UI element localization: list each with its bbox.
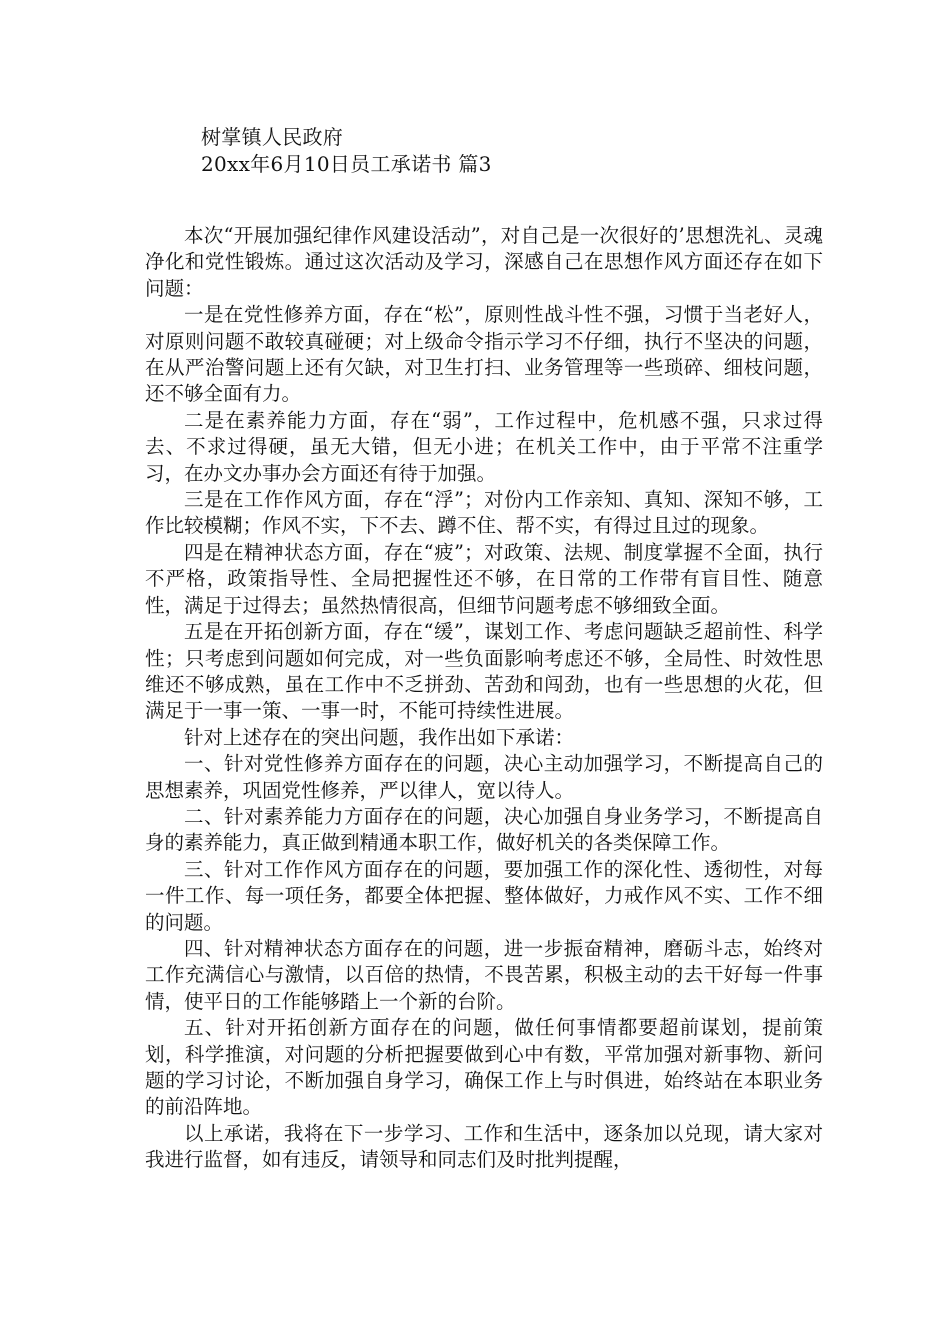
paragraph-issue-5: 五是在开拓创新方面，存在“缓”，谋划工作、考虑问题缺乏超前性、科学性；只考虑到问题如何完成，对一些负面影响考虑还不够，全局性、时效性思维还不够成熟，虽在工作中不乏拼劲、苦劲和闯劲，也有一些思想的火花，但满足于一事一策、一事一时，不能可持续性进展。 bbox=[145, 620, 823, 723]
organization-name: 树掌镇人民政府 bbox=[201, 125, 344, 149]
paragraph-issue-3: 三是在工作作风方面，存在“浮”；对份内工作亲知、真知、深知不够，工作比较模糊；作风不实，下不去、蹲不住、帮不实，有得过且过的现象。 bbox=[145, 488, 823, 538]
paragraph-commitment-4: 四、针对精神状态方面存在的问题，进一步振奋精神，磨砺斗志，始终对工作充满信心与激情，以百倍的热情，不畏苦累，积极主动的去干好每一件事情，使平日的工作能够踏上一个新的台阶。 bbox=[145, 936, 823, 1013]
paragraph-intro: 本次“开展加强纪律作风建设活动”，对自己是一次很好的’思想洗礼、灵魂净化和党性锻炼。通过这次活动及学习，深感自己在思想作风方面还存在如下问题： bbox=[145, 224, 823, 300]
paragraph-commitment-1: 一、针对党性修养方面存在的问题，决心主动加强学习，不断提高自己的思想素养，巩固党性修养，严以律人，宽以待人。 bbox=[145, 752, 823, 802]
paragraph-issue-4: 四是在精神状态方面，存在“疲”；对政策、法规、制度掌握不全面，执行不严格，政策指导性、全局把握性还不够，在日常的工作带有盲目性、随意性，满足于过得去；虽然热情很高，但细节问题考虑不够细致全面。 bbox=[145, 540, 823, 617]
document-subtitle: 20xx年6月10日员工承诺书 篇3 bbox=[201, 152, 492, 176]
document-body bbox=[145, 223, 823, 1174]
paragraph-commitment-2: 二、针对素养能力方面存在的问题，决心加强自身业务学习，不断提高自身的素养能力，真正做到精通本职工作，做好机关的各类保障工作。 bbox=[145, 804, 823, 855]
document-header bbox=[201, 124, 492, 178]
paragraph-closing: 以上承诺，我将在下一步学习、工作和生活中，逐条加以兑现，请大家对我进行监督，如有违反，请领导和同志们及时批判提醒， bbox=[145, 1121, 823, 1172]
paragraph-commitment-intro: 针对上述存在的突出问题，我作出如下承诺： bbox=[184, 725, 575, 749]
paragraph-commitment-5: 五、针对开拓创新方面存在的问题，做任何事情都要超前谋划，提前策划，科学推演，对问题的分析把握要做到心中有数，平常加强对新事物、新问题的学习讨论，不断加强自身学习，确保工作上与时俱进，始终站在本职业务的前沿阵地。 bbox=[145, 1016, 823, 1119]
paragraph-commitment-3: 三、针对工作作风方面存在的问题，要加强工作的深化性、透彻性，对每一件工作、每一项任务，都要全体把握、整体做好，力戒作风不实、工作不细的问题。 bbox=[145, 857, 823, 934]
paragraph-issue-2: 二是在素养能力方面，存在“弱”，工作过程中，危机感不强，只求过得去、不求过得硬，虽无大错，但无小进；在机关工作中，由于平常不注重学习，在办文办事办会方面还有待于加强。 bbox=[145, 408, 823, 485]
paragraph-issue-1: 一是在党性修养方面，存在“松”，原则性战斗性不强，习惯于当老好人，对原则问题不敢较真碰硬；对上级命令指示学习不仔细，执行不坚决的问题，在从严治警问题上还有欠缺，对卫生打扫、业务管理等一些琐碎、细枝问题，还不够全面有力。 bbox=[145, 303, 823, 406]
